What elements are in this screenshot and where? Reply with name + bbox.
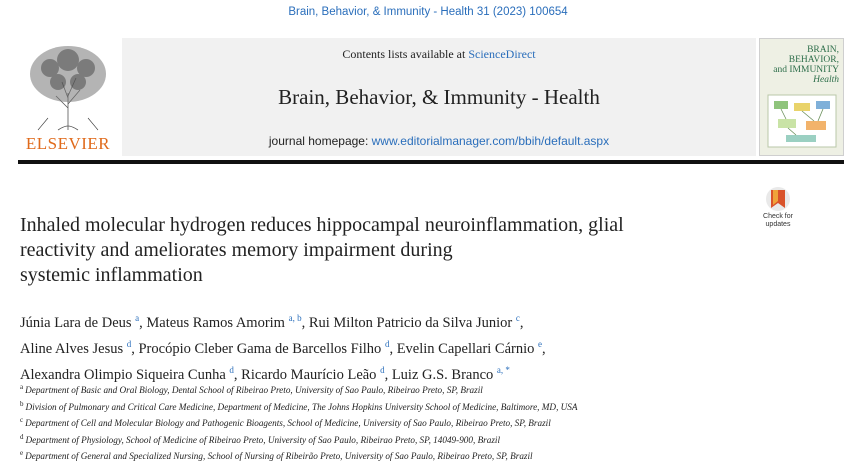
affiliation-item [20,381,850,398]
elsevier-tree-icon [18,38,118,134]
affiliation-key: a [20,383,24,391]
affiliation-item [20,398,850,415]
title-line: systemic inflammation [20,264,203,286]
check-for-updates-button[interactable] [756,186,800,232]
author-name[interactable]: Aline Alves Jesus [20,340,124,357]
affiliation-text: Department of Cell and Molecular Biology and Pathogenic Bioagents, School of Medicine, University of Sao Paulo, Ribeirao Preto, SP, Brazil [25,418,551,429]
article-title [20,213,750,288]
check-label-line: Check for [763,213,793,220]
affiliation-marker[interactable]: a [135,313,140,323]
affiliation-list [20,381,850,464]
journal-title: Brain, Behavior, & Immunity - Health [278,85,600,109]
journal-header [18,38,844,158]
author-list [20,308,740,385]
affiliation-marker[interactable]: d [380,364,385,375]
affiliation-marker[interactable]: e [538,338,543,349]
author-name[interactable]: Luiz G.S. Branco [391,366,494,383]
check-for-updates-label [756,213,800,229]
author-separator: , [139,314,147,331]
cover-title-line: BRAIN, [807,45,839,55]
journal-cover[interactable] [759,38,844,156]
author-separator: , [542,340,546,357]
author-separator: , [233,366,242,383]
author-name[interactable]: Ricardo Maurício Leão [241,366,377,383]
affiliation-key: e [20,449,24,458]
homepage-prefix: journal homepage: [268,134,372,148]
cover-title-line: and IMMUNITY [773,65,839,75]
header-divider [18,160,844,164]
bookmark-check-icon [756,186,800,214]
cover-subtitle: Health [813,75,839,85]
check-label-line: updates [765,221,791,228]
affiliation-item [20,447,850,464]
journal-citation[interactable]: Brain, Behavior, & Immunity - Health 31 (2023) 100654 [288,6,568,18]
affiliation-marker[interactable]: d [384,338,390,349]
affiliation-marker[interactable]: a, b [288,313,302,323]
journal-homepage-line [122,134,756,148]
author-separator: , [301,314,309,331]
affiliation-text: Division of Pulmonary and Critical Care Medicine, Department of Medicine, The Johns Hopkins University School of Medicine, Baltimore, MD, USA [25,401,578,412]
affiliation-text: Department of Basic and Oral Biology, Dental School of Ribeirao Preto, University of Sao Paulo, Ribeirao Preto, SP, Brazil [25,385,483,396]
affiliation-marker[interactable]: d [126,338,132,349]
author-name[interactable]: Evelin Capellari Cárnio [396,340,535,357]
author-separator: , [131,340,139,357]
title-line: reactivity and ameliorates memory impairment during [20,239,453,261]
cover-title [773,45,839,85]
author-line [20,334,740,360]
author-name[interactable]: Rui Milton Patricio da Silva Junior [308,314,513,331]
affiliation-item [20,431,850,448]
affiliation-marker[interactable]: d [229,364,234,375]
affiliation-key: d [20,432,24,441]
affiliation-item [20,414,850,431]
author-separator: , [389,340,397,357]
author-name[interactable]: Mateus Ramos Amorim [146,314,285,331]
author-name[interactable]: Procópio Cleber Gama de Barcellos Filho [138,340,382,357]
title-line: Inhaled molecular hydrogen reduces hippocampal neuroinflammation, glial [20,214,624,236]
affiliation-marker[interactable]: a, * [496,364,510,375]
affiliation-text: Department of General and Specialized Nursing, School of Nursing of Ribeirão Preto, University of Sao Paulo, Ribeirao Preto, SP, Brazil [25,451,533,462]
sciencedirect-link[interactable]: ScienceDirect [468,47,536,61]
journal-banner [122,38,756,156]
author-name[interactable]: Júnia Lara de Deus [20,314,132,331]
affiliation-key: b [20,399,24,408]
author-separator: , [384,366,392,383]
homepage-link[interactable]: www.editorialmanager.com/bbih/default.aspx [371,134,610,148]
contents-prefix: Contents lists available at [342,47,469,61]
author-line [20,308,740,334]
affiliation-key: c [20,416,24,425]
author-separator: , [519,314,524,331]
affiliation-marker[interactable]: c [515,313,520,323]
cover-title-line: BEHAVIOR, [788,55,839,65]
contents-available-line [122,47,756,62]
affiliation-text: Department of Physiology, School of Medicine of Ribeirao Preto, University of Sao Paulo, Ribeirao Preto, SP, 14049-900, Brazil [25,434,501,445]
elsevier-logo[interactable] [18,38,118,156]
elsevier-wordmark: ELSEVIER [25,134,111,153]
cover-diagram-icon [766,93,838,149]
author-name[interactable]: Alexandra Olimpio Siqueira Cunha [20,366,226,383]
